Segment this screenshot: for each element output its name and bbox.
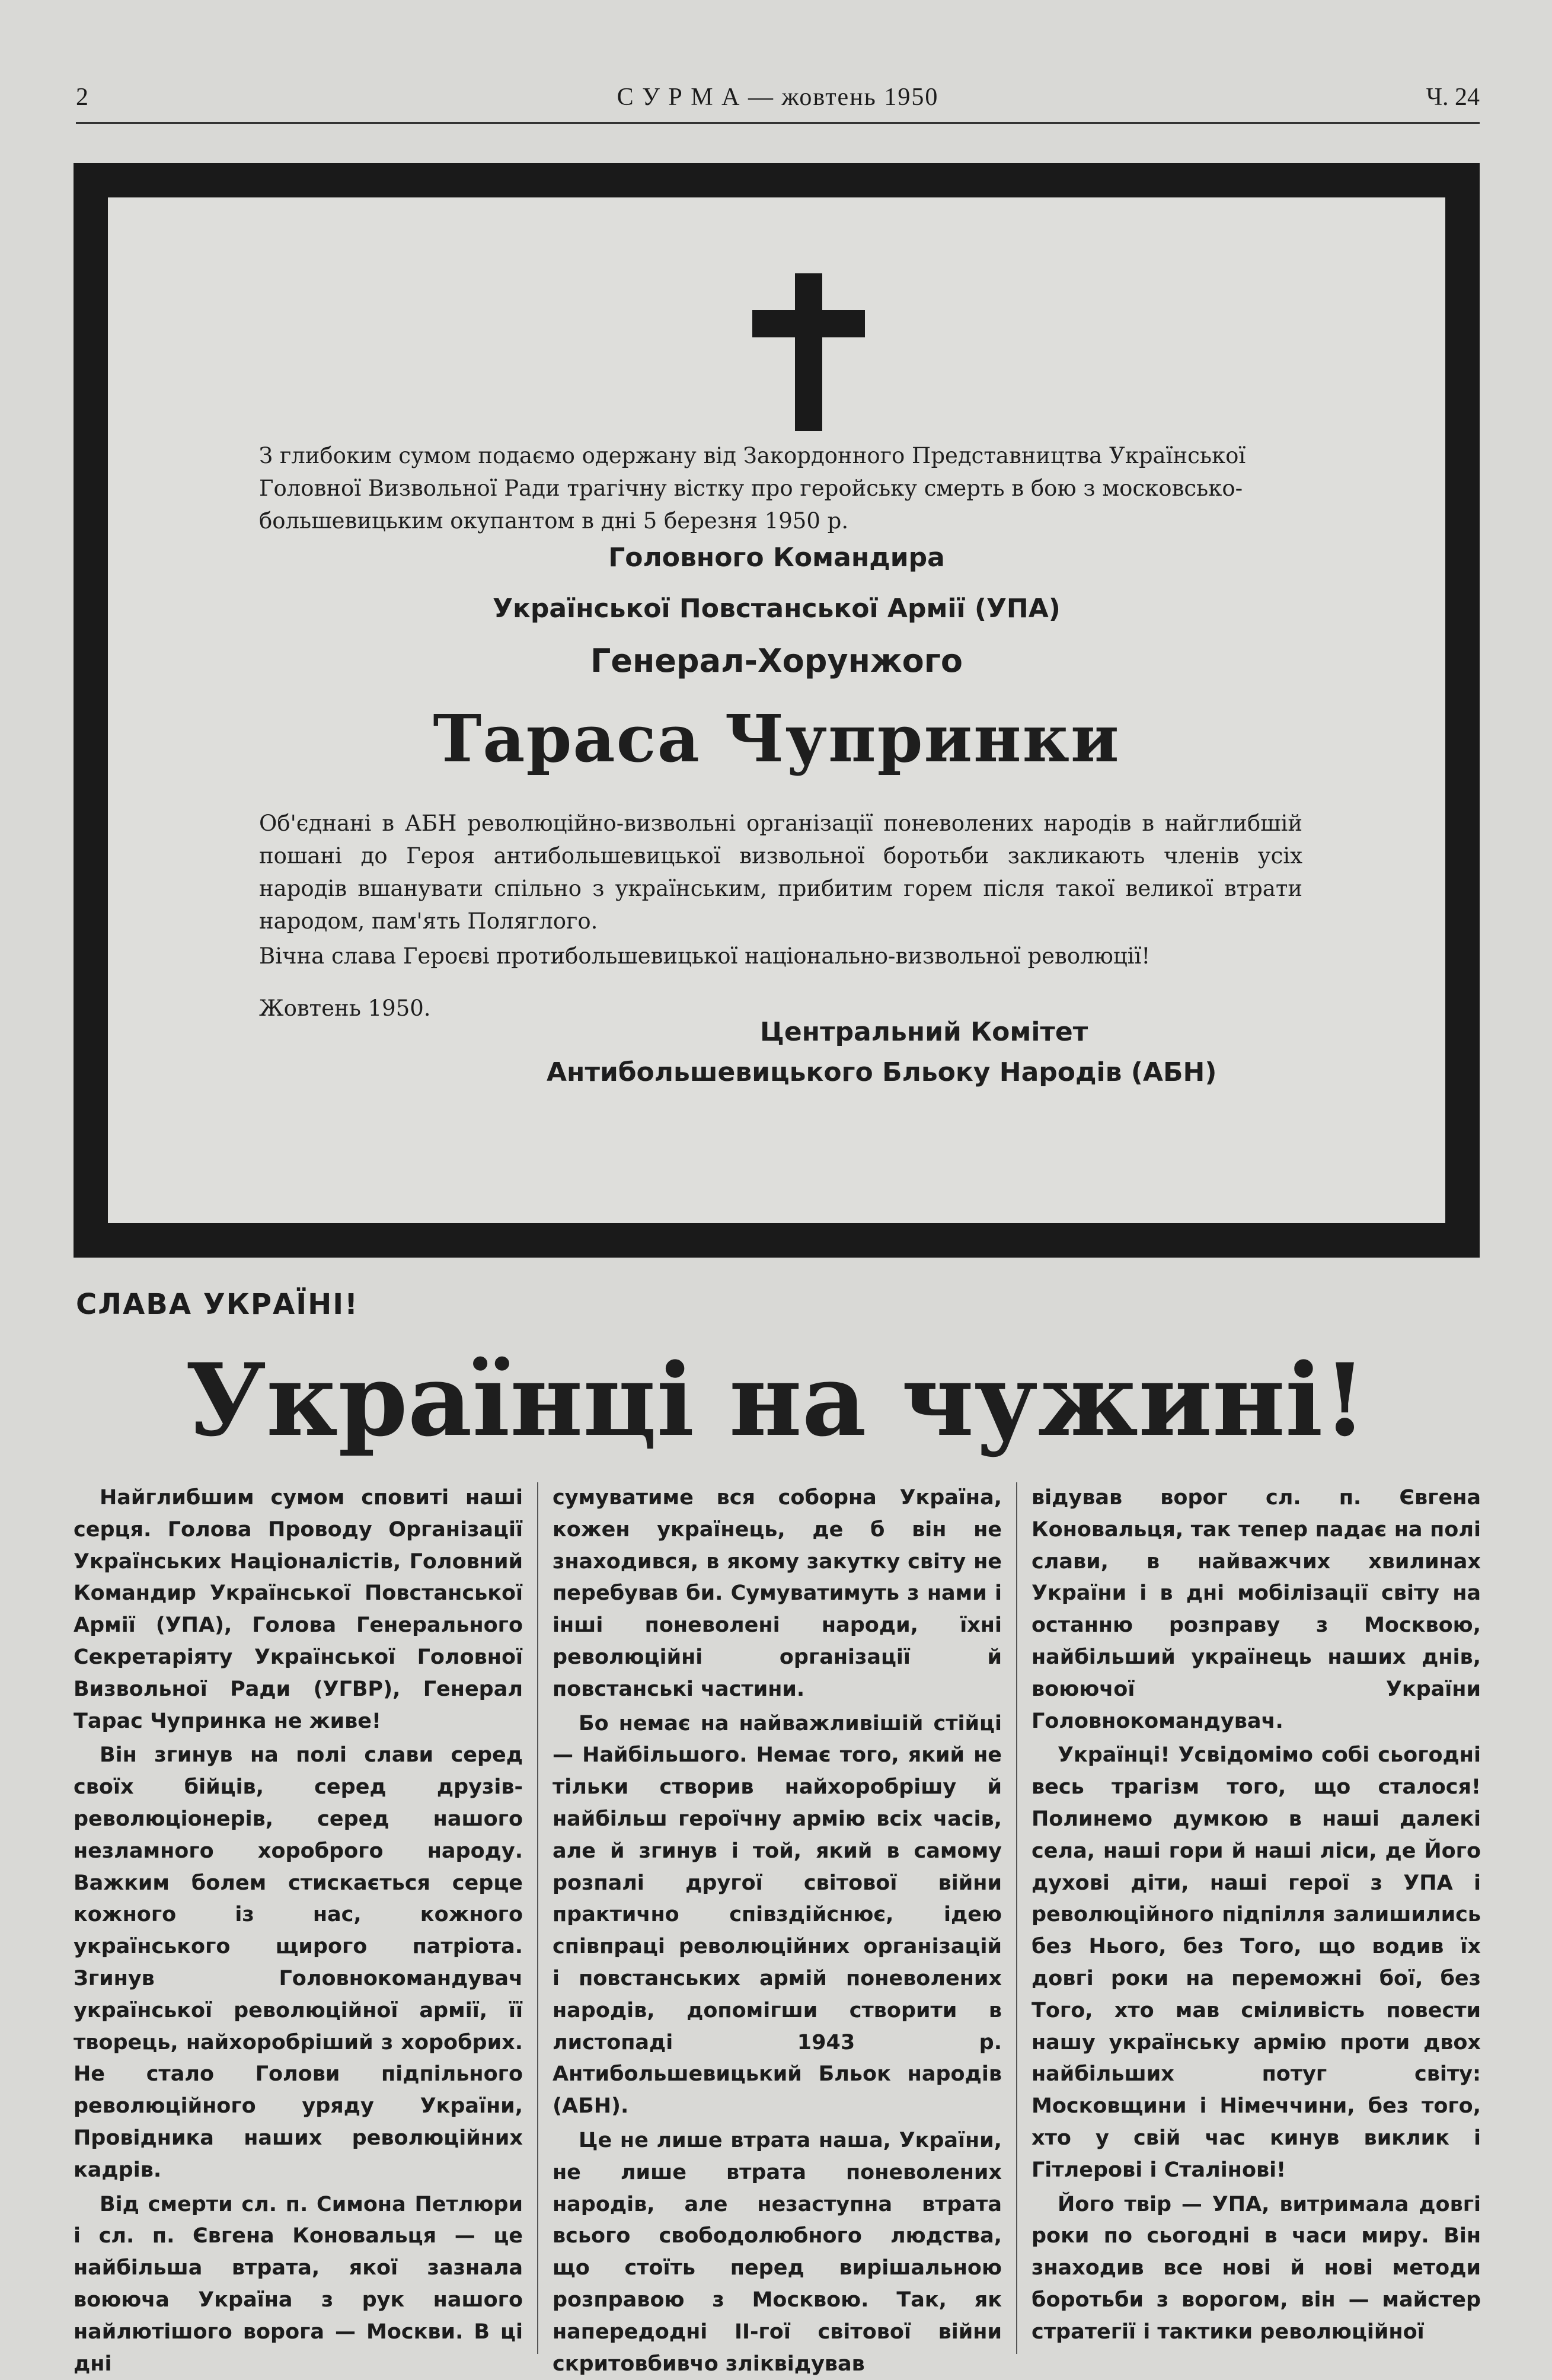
- notice-title-line-3: Генерал-Хорунжого: [590, 642, 963, 679]
- article-headline: Українці на чужині!: [185, 1341, 1367, 1459]
- article-kicker: СЛАВА УКРАЇНІ!: [76, 1288, 359, 1321]
- paragraph: Від смерти сл. п. Симона Петлюри і сл. п. Євгена Коновальця — це найбільша втрата, якої зазнала воююча Україна з рук нашого найлютішого ворога — Москви. В ці дні: [74, 2192, 523, 2376]
- notice-title-line-1: Головного Командира: [608, 543, 945, 573]
- article-column-3: [1032, 1482, 1481, 2354]
- cross-icon: [752, 273, 865, 431]
- page-number: 2: [76, 84, 88, 111]
- notice-title-line-2: Української Повстанської Армії (УПА): [493, 594, 1061, 624]
- article-column-1: [74, 1482, 523, 2376]
- paragraph: Найглибшим сумом сповиті наші серця. Голова Проводу Організації Українських Націоналістів, Головний Командир Української Повстанської Армії (УПА), Голова Генерального Секретаріяту Української Головної Визвольної Ради (УГВР), Генерал Тарас Чупринка не живе!: [74, 1486, 523, 1733]
- notice-intro: З глибоким сумом подаємо одержану від Закордонного Представництва Української Головної Визвольної Ради трагічну вістку про геройську смерть в бою з московсько-большевицьким окупантом в дні 5 березня 1950 р.: [259, 443, 1246, 534]
- obituary-notice: [74, 163, 1480, 1258]
- column-divider: [537, 1482, 538, 2354]
- paragraph: відував ворог сл. п. Євгена Коновальця, так тепер падає на полі слави, в найважчих хвилинах України і в дні мобілізації світу на останню розправу з Москвою, найбільший українець наших днів, воюючої України Головнокомандувач.: [1032, 1486, 1481, 1733]
- notice-name: Тараса Чупринки: [433, 700, 1120, 777]
- obituary-notice-inner: [108, 197, 1445, 1223]
- issue-number: Ч. 24: [1426, 84, 1480, 111]
- notice-glory: Вічна слава Героєві протибольшевицької національно-визвольної революції!: [259, 943, 1151, 969]
- column-divider: [1016, 1482, 1017, 2354]
- paragraph: Він згинув на полі слави серед своїх бійців, серед друзів-революціонерів, серед нашого незламного хороброго народу. Важким болем стискається серце кожного із нас, кожного українського щирого патріота. Згинув Головнокомандувач української революційної армії, її творець, найхоробріший з хоробрих. Не стало Голови підпільного революційного уряду України, Провідника наших революційних кадрів.: [74, 1743, 523, 2182]
- header-rule: [76, 122, 1480, 124]
- paragraph: Його твір — УПА, витримала довгі роки по сьогодні в часи миру. Він знаходив все нові й нові методи боротьби з ворогом, він — майстер стратегії і тактики революційної: [1032, 2192, 1481, 2344]
- article-column-2: [553, 1482, 1002, 2376]
- notice-body: Об'єднані в АБН революційно-визвольні організації поневолених народів в найглибшій пошані до Героя антибольшевицької визвольної боротьби закликають членів усіх народів вшанувати спільно з українським, прибитим горем після такої великої втрати народом, пам'ять Поляглого.: [259, 811, 1302, 934]
- paragraph: сумуватиме вся соборна Україна, кожен українець, де б він не знаходився, в якому закутку світу не перебував би. Сумуватимуть з нами і інші поневолені народи, їхні революційні організації й повстанські частини.: [553, 1486, 1002, 1701]
- paragraph: Це не лише втрата наша, України, не лише втрата поневолених народів, але незаступна втрата всього свободолюбного людства, що стоїть перед вирішальною розправою з Москвою. Так, як напередодні ІІ-гої світової війни скритовбивчо зліквідував: [553, 2128, 1002, 2376]
- paragraph: Українці! Усвідомімо собі сьогодні весь трагізм того, що сталося! Полинемо думкою в наші далекі села, наші гори й наші ліси, де Його духові діти, наші герої з УПА і революційного підпілля залишились без Нього, без Того, що водив їх довгі роки на переможні бої, без Того, хто мав сміливість повести нашу українську армію проти двох найбільших потуг світу: Московщини і Німеччини, без того, хто у свій час кинув виклик і Гітлерові і Сталінові!: [1032, 1743, 1481, 2182]
- masthead: С У Р М А — жовтень 1950: [617, 84, 939, 111]
- notice-signature-2: Антибольшевицького Бльоку Народів (АБН): [547, 1057, 1217, 1087]
- notice-date: Жовтень 1950.: [259, 996, 431, 1021]
- notice-signature-1: Центральний Комітет: [760, 1017, 1088, 1047]
- paragraph: Бо немає на найважливішій стійці — Найбільшого. Немає того, який не тільки створив найхоробрішу й найбільш героїчну армію всіх часів, але й згинув і той, який в самому розпалі другої світової війни практично співздійснює, ідею співпраці революційних організацій і повстанських армій поневолених народів, допомігши створити в листопаді 1943 р. Антибольшевицький Бльок народів (АБН).: [553, 1711, 1002, 2119]
- page-header: [76, 83, 1480, 121]
